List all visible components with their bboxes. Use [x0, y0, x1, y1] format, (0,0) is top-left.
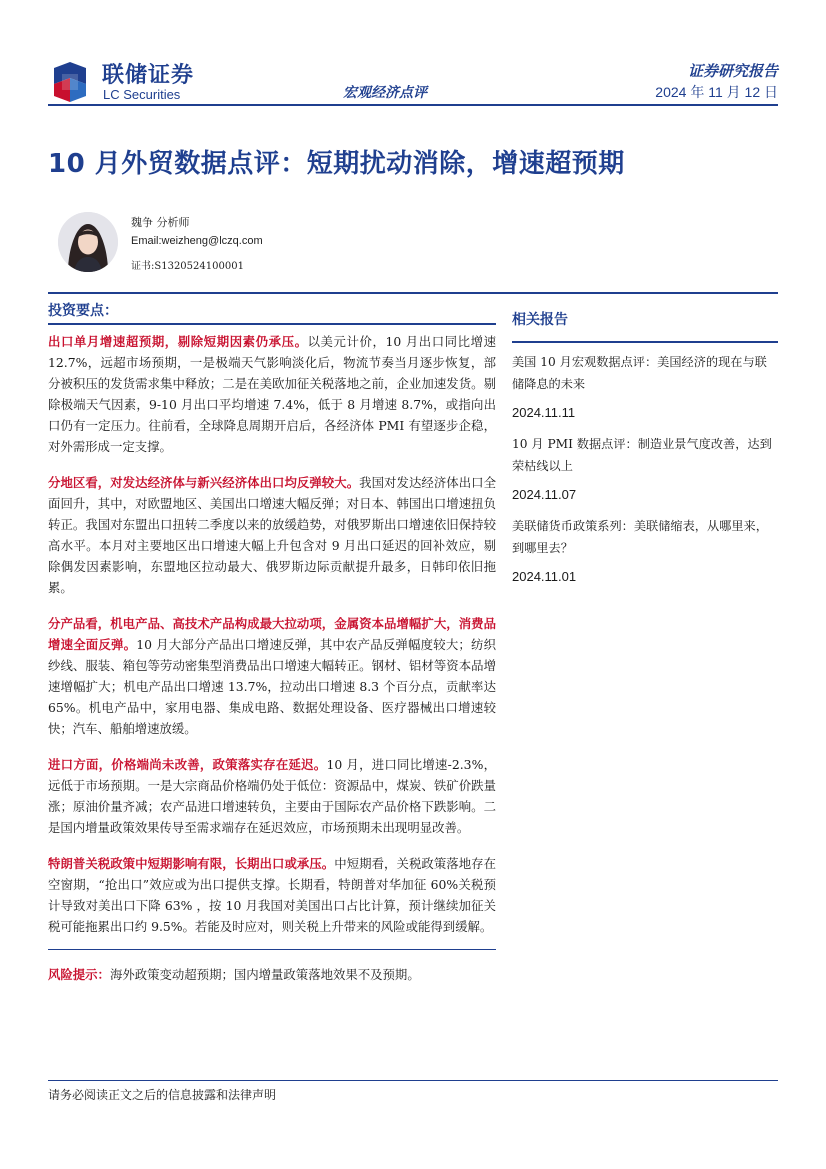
header-divider	[48, 104, 778, 106]
related-list	[512, 351, 778, 587]
highlight-paragraph	[48, 754, 496, 838]
related-divider	[512, 341, 778, 343]
related-report-title[interactable]: 美联储货币政策系列：美联储缩表，从哪里来，到哪里去？	[512, 518, 768, 555]
report-date: 2024 年 11 月 12 日	[655, 84, 778, 100]
page-title: 10 月外贸数据点评：短期扰动消除，增速超预期	[48, 149, 625, 179]
paragraph-body: 以美元计价，10 月出口同比增速 12.7%，远超市场预期，一是极端天气影响淡化后，物流节奏当月逐步恢复，部分被积压的发货需求集中释放；二是在美欧加征关税落地之前，企业加速发货。剔除极端天气因素，9-10 月出口平均增速 7.4%，低于 8 月增速 8.7%，或指向出口仍有一定压力。往前看，全球降息周期开启后，各经济体 PMI 有望逐步企稳，对外需形成一定支撑。	[48, 333, 497, 454]
related-report-title[interactable]: 10 月 PMI 数据点评：制造业景气度改善，达到荣枯线以上	[512, 436, 772, 473]
related-report-title[interactable]: 美国 10 月宏观数据点评：美国经济的现在与联储降息的未来	[512, 354, 767, 391]
highlights-divider	[48, 323, 496, 325]
risk-label: 风险提示：	[48, 967, 110, 982]
paragraph-body: 10 月，进口同比增速-2.3%，远低于市场预期。一是大宗商品价格端仍处于低位：资源品中，煤炭、铁矿价跌量涨；原油价量齐减；农产品进口增速转负，主要由于国际农产品价格下跌影响。二是国内增量政策效果传导至需求端存在延迟效应，市场预期未出现明显改善。	[48, 756, 497, 835]
paragraph-lead: 特朗普关税政策中短期影响有限，长期出口或承压。	[48, 855, 335, 871]
report-type: 证券研究报告	[687, 62, 778, 80]
analyst-email[interactable]: Email:weizheng@lczq.com	[131, 235, 263, 247]
company-logo	[48, 58, 198, 104]
analyst-portrait-icon	[58, 212, 118, 272]
highlights-heading: 投资要点：	[48, 303, 118, 319]
paragraph-lead: 分产品看，机电产品、高技术产品构成最大拉动项，金属资本品增幅扩大，消费品增速全面反弹。	[48, 615, 496, 652]
related-heading: 相关报告	[512, 312, 568, 328]
logo-english-name: LC Securities	[103, 87, 181, 102]
analyst-avatar	[58, 212, 118, 272]
paragraph-body: 中短期看，关税政策落地存在空窗期，“抢出口”效应或为出口提供支撑。长期看，特朗普对华加征 60%关税预计导致对美出口下降 63% ，按 10 月我国对美国出口占比计算，预计继续加征关税可能拖累出口约 9.5%。若能及时应对，则关税上升带来的风险或能得到缓解。	[48, 855, 497, 934]
highlight-paragraph	[48, 613, 496, 739]
logo-mark-icon	[48, 60, 92, 104]
risk-warning	[48, 965, 496, 985]
related-report-date: 2024.11.01	[512, 568, 577, 584]
related-reports	[512, 300, 778, 597]
highlight-paragraph	[48, 472, 496, 598]
risk-text: 海外政策变动超预期；国内增量政策落地效果不及预期。	[109, 967, 420, 982]
paragraph-lead: 分地区看，对发达经济体与新兴经济体出口均反弹较大。	[48, 474, 360, 490]
paragraph-body: 10 月大部分产品出口增速反弹，其中农产品反弹幅度较大；纺织纱线、服装、箱包等劳动密集型消费品出口增速大幅转正。钢材、铝材等资本品增速增幅扩大；机电产品出口增速 13.7%，拉动出口增速 8.3 个百分点，贡献率达 65%。机电产品中，家用电器、集成电路、数据处理设备、医疗器械出口增速较快；汽车、船舶增速放缓。	[48, 636, 496, 736]
footer-divider	[48, 1080, 778, 1081]
logo-chinese-name: 联储证券	[102, 63, 195, 88]
related-report-date: 2024.11.11	[512, 404, 576, 420]
related-report-date: 2024.11.07	[512, 486, 577, 502]
risk-divider	[48, 949, 496, 951]
investment-highlights	[48, 300, 496, 985]
paragraph-lead: 出口单月增速超预期，剔除短期因素仍承压。	[48, 333, 308, 349]
analyst-divider	[48, 292, 778, 294]
highlight-paragraph	[48, 853, 496, 937]
analyst-name: 魏争 分析师	[131, 216, 190, 229]
paragraph-lead: 进口方面，价格端尚未改善，政策落实存在延迟。	[48, 756, 327, 772]
highlight-paragraph	[48, 331, 496, 457]
report-section: 宏观经济点评	[343, 85, 427, 101]
paragraph-body: 我国对发达经济体出口全面回升，其中，对欧盟地区、美国出口增速大幅反弹；对日本、韩国出口增速扭负转正。我国对东盟出口扭转二季度以来的放缓趋势，对俄罗斯出口增速依旧保持较高水平。本月对主要地区出口增速大幅上升包含对 9 月出口延迟的回补效应，剔除偶发因素影响，东盟地区拉动最大、俄罗斯边际贡献提升最多，日韩印依旧拖累。	[48, 474, 497, 595]
analyst-certificate: 证书:S1320524100001	[131, 261, 244, 272]
legal-disclaimer: 请务必阅读正文之后的信息披露和法律声明	[48, 1088, 277, 1102]
